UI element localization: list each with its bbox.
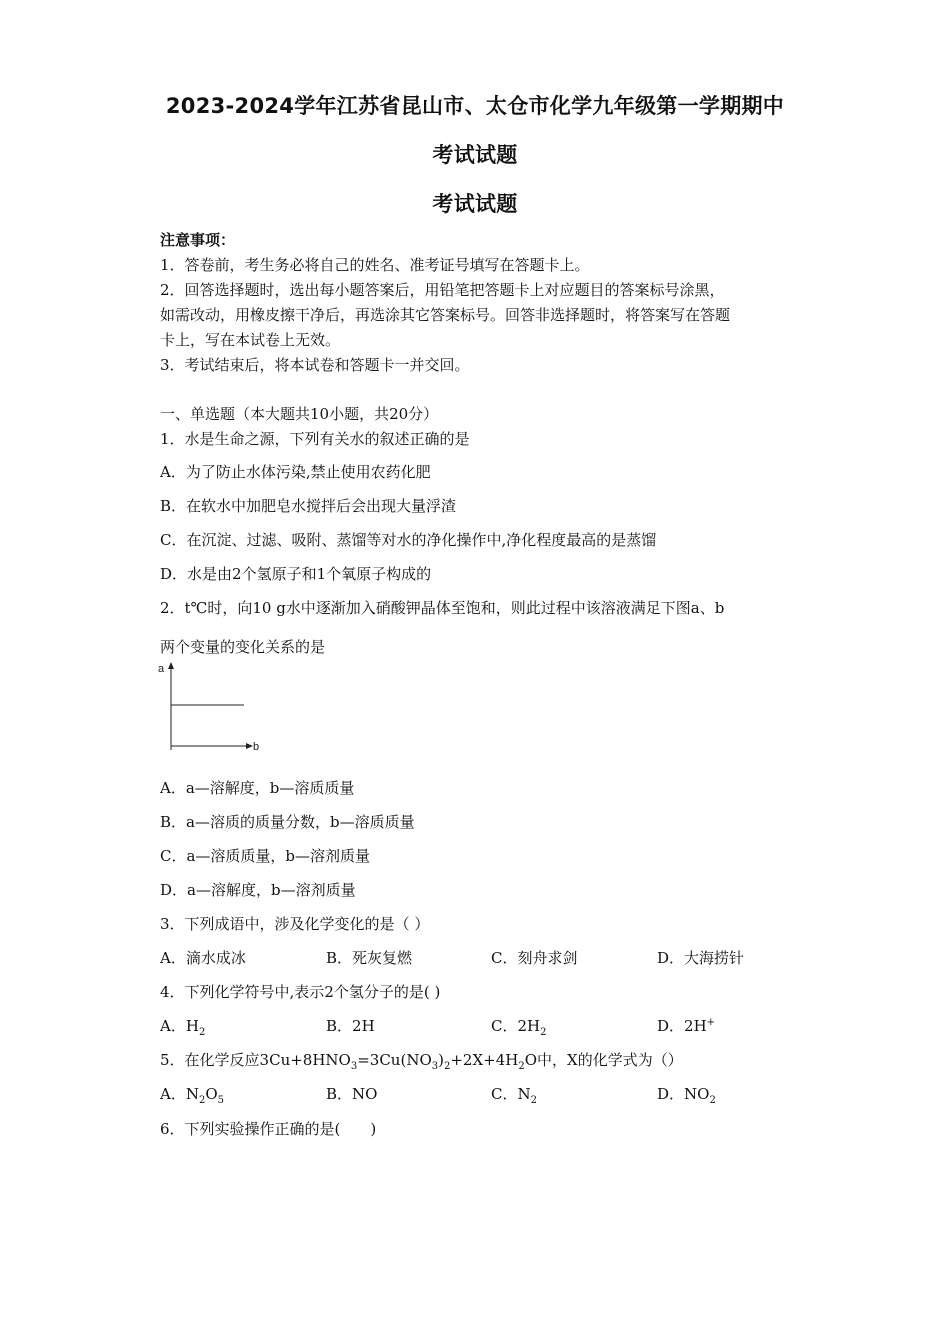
question-1-option-d: D．水是由2个氢原子和1个氧原子构成的 — [160, 565, 432, 583]
question-4-option-d: D．2H+ — [657, 1017, 716, 1035]
question-4-stem: 4．下列化学符号中,表示2个氢分子的是( ) — [160, 983, 441, 1001]
notice-item: 1．答卷前，考生务必将自己的姓名、准考证号填写在答题卡上。 — [160, 256, 590, 274]
question-4-option-b: B．2H — [326, 1017, 375, 1035]
question-1-stem: 1．水是生命之源，下列有关水的叙述正确的是 — [160, 430, 470, 448]
question-4-option-c: C．$2H_2$ — [491, 1017, 547, 1038]
x-axis-arrow — [246, 743, 253, 749]
question-2-option-a: A．a—溶解度，b—溶质质量 — [160, 779, 355, 797]
question-2-stem-cont: 两个变量的变化关系的是 — [160, 638, 326, 656]
question-1-option-a: A．为了防止水体污染,禁止使用农药化肥 — [160, 463, 431, 481]
question-5-option-a: A．$N_2O_5$ — [160, 1085, 225, 1106]
question-3-option-d: D．大海捞针 — [657, 949, 745, 967]
exam-title-line2: 考试试题 — [432, 143, 518, 167]
axis-label-b: b — [253, 741, 260, 753]
notice-item: 卡上，写在本试卷上无效。 — [160, 331, 341, 349]
exam-title-line1: 2023-2024学年江苏省昆山市、太仓市化学九年级第一学期期中 — [165, 94, 785, 118]
question-5-option-c: C．$N_2$ — [491, 1085, 537, 1106]
question-5-option-b: B．NO — [326, 1085, 378, 1103]
notice-item: 3．考试结束后，将本试卷和答题卡一并交回。 — [160, 356, 470, 374]
notice-heading: 注意事项： — [160, 231, 236, 249]
question-4-option-a: A．$H_2$ — [160, 1017, 206, 1038]
notice-item: 如需改动，用橡皮擦干净后，再选涂其它答案标号。回答非选择题时，将答案写在答题 — [160, 306, 731, 324]
question-3-option-b: B．死灰复燃 — [326, 949, 413, 967]
question-2-option-b: B．a—溶质的质量分数，b—溶质质量 — [160, 813, 415, 831]
axis-label-a: a — [158, 663, 165, 675]
question-2-graph — [155, 660, 265, 755]
question-5-stem: 5．在化学反应$3Cu+8HNO_3=3Cu(NO_3)_2+2X+4H_2O$中，X的化学式为（） — [160, 1051, 683, 1072]
question-1-option-c: C．在沉淀、过滤、吸附、蒸馏等对水的净化操作中,净化程度最高的是蒸馏 — [160, 531, 657, 549]
section-heading: 一、单选题（本大题共10小题，共20分） — [160, 405, 439, 423]
question-6-stem: 6．下列实验操作正确的是( ) — [160, 1120, 377, 1138]
question-2-stem: 2．t℃时，向10 g水中逐渐加入硝酸钾晶体至饱和，则此过程中该溶液满足下图a、b — [160, 599, 725, 617]
question-2-option-d: D．a—溶解度，b—溶剂质量 — [160, 881, 356, 899]
question-2-option-c: C．a—溶质质量，b—溶剂质量 — [160, 847, 371, 865]
question-3-stem: 3．下列成语中，涉及化学变化的是（ ） — [160, 915, 430, 933]
question-3-option-a: A．滴水成冰 — [160, 949, 246, 967]
question-3-option-c: C．刻舟求剑 — [491, 949, 578, 967]
exam-title-line3: 考试试题 — [432, 192, 518, 216]
y-axis-arrow — [168, 662, 174, 669]
question-1-option-b: B．在软水中加肥皂水搅拌后会出现大量浮渣 — [160, 497, 457, 515]
question-5-option-d: D．$NO_2$ — [657, 1085, 716, 1106]
notice-item: 2．回答选择题时，选出每小题答案后，用铅笔把答题卡上对应题目的答案标号涂黑， — [160, 281, 725, 299]
